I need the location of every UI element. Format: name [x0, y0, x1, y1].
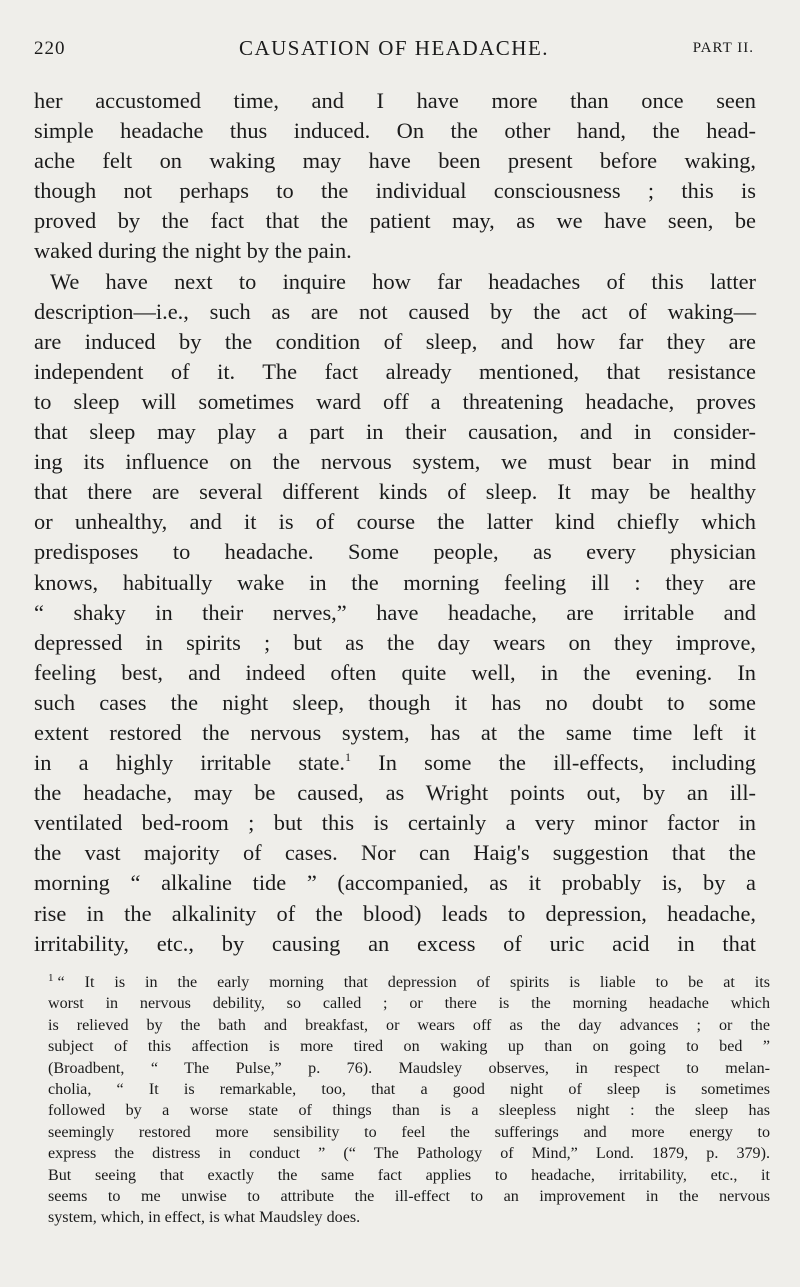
body-line-with-footnote-ref: [34, 748, 756, 778]
body-line: the headache, may be caused, as Wright points out, by an ill-: [34, 780, 756, 806]
body-line: ache felt on waking may have been present before waking,: [34, 148, 756, 174]
body-line: We have next to inquire how far headaches of this latter: [50, 268, 756, 294]
footnote-line: express the distress in conduct ” (“ The Pathology of Mind,” Lond. 1879, p. 379).: [48, 1145, 770, 1163]
body-line: ventilated bed-room ; but this is certainly a very minor factor in: [34, 810, 756, 836]
body-line: proved by the fact that the patient may, as we have seen, be: [34, 208, 756, 234]
footnote-line: cholia, “ It is remarkable, too, that a good night of sleep is sometimes: [48, 1081, 770, 1099]
footnote: [48, 972, 770, 1229]
body-line: simple headache thus induced. On the other hand, the head-: [34, 118, 756, 144]
body-line: are induced by the condition of sleep, and how far they are: [34, 328, 756, 354]
body-line: that sleep may play a part in their causation, and in consider-: [34, 419, 756, 445]
body-line: description—i.e., such as are not caused by the act of waking—: [34, 298, 756, 324]
body-line: though not perhaps to the individual consciousness ; this is: [34, 178, 756, 204]
footnote-line-text: “ It is in the early morning that depression of spirits is liable to be at its: [57, 974, 770, 991]
body-line: feeling best, and indeed often quite well, in the evening. In: [34, 659, 756, 685]
body-line: or unhealthy, and it is of course the latter kind chiefly which: [34, 509, 756, 535]
footnote-line: worst in nervous debility, so called ; or there is the morning headache which: [48, 995, 770, 1013]
footnote-reference: 1: [345, 750, 352, 765]
body-line: predisposes to headache. Some people, as every physician: [34, 539, 756, 565]
body-line: ing its influence on the nervous system, we must bear in mind: [34, 449, 756, 475]
body-line: to sleep will sometimes ward off a threatening headache, proves: [34, 388, 756, 414]
body-line-tail: In some the ill-effects, including: [351, 750, 756, 776]
body-text: [34, 86, 756, 959]
footnote-line: [48, 972, 770, 993]
part-label: PART II.: [692, 40, 754, 56]
running-title: CAUSATION OF HEADACHE.: [238, 36, 550, 60]
footnote-line: (Broadbent, “ The Pulse,” p. 76). Maudsley observes, in respect to melan-: [48, 1059, 770, 1077]
body-line: that there are several different kinds of sleep. It may be healthy: [34, 479, 756, 505]
page-number: 220: [34, 38, 66, 59]
page-header: [34, 36, 754, 64]
footnote-line: seemingly restored more sensibility to feel the sufferings and more energy to: [48, 1123, 770, 1141]
body-line: depressed in spirits ; but as the day wears on they improve,: [34, 629, 756, 655]
body-line: irritability, etc., by causing an excess of uric acid in that: [34, 930, 756, 956]
footnote-line: is relieved by the bath and breakfast, or wears off as the day advances ; or the: [48, 1016, 770, 1034]
body-line: rise in the alkalinity of the blood) leads to depression, headache,: [34, 900, 756, 926]
body-line: “ shaky in their nerves,” have headache, are irritable and: [34, 599, 756, 625]
body-line: independent of it. The fact already mentioned, that resistance: [34, 358, 756, 384]
body-line: knows, habitually wake in the morning feeling ill : they are: [34, 569, 756, 595]
footnote-line: system, which, in effect, is what Maudsley does.: [48, 1209, 361, 1227]
body-line: extent restored the nervous system, has at the same time left it: [34, 719, 756, 745]
body-line: morning “ alkaline tide ” (accompanied, as it probably is, by a: [34, 870, 756, 896]
body-line: her accustomed time, and I have more than once seen: [34, 88, 756, 113]
body-line: waked during the night by the pain.: [34, 238, 352, 264]
body-line: such cases the night sleep, though it has no doubt to some: [34, 689, 756, 715]
footnote-marker: 1: [48, 972, 54, 984]
body-line-head: in a highly irritable state.: [34, 750, 346, 776]
footnote-line: But seeing that exactly the same fact applies to headache, irritability, etc., it: [48, 1166, 770, 1184]
body-line: the vast majority of cases. Nor can Haig's suggestion that the: [34, 840, 756, 866]
footnote-line: seems to me unwise to attribute the ill-effect to an improvement in the nervous: [48, 1188, 770, 1206]
footnote-line: subject of this affection is more tired on waking up than on going to bed ”: [48, 1038, 770, 1056]
footnote-line: followed by a worse state of things than is a sleepless night : the sleep has: [48, 1102, 770, 1120]
